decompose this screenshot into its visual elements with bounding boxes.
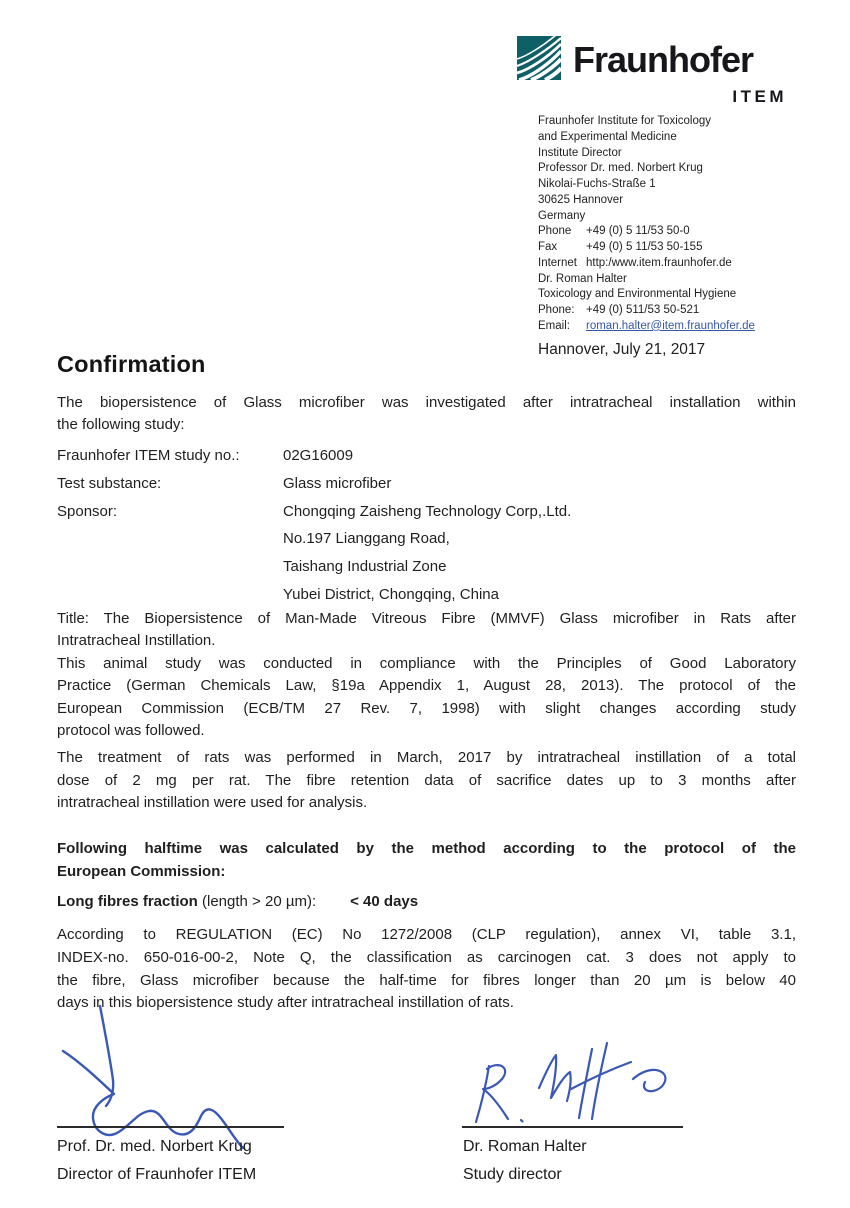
fax-label: Fax: [538, 241, 558, 253]
detail-row: [57, 558, 571, 586]
address-line: Professor Dr. med. Norbert Krug: [538, 162, 703, 175]
dateline: Hannover, July 21, 2017: [538, 341, 706, 358]
body-line: The treatment of rats was performed in March, 2017 by intratracheal instillation of a total: [57, 749, 796, 767]
body-line: Practice (German Chemicals Law, §19a Appendix 1, August 28, 2013). The protocol of the: [57, 677, 796, 695]
address-line-fax: [538, 240, 838, 256]
signature-line-left: [57, 1126, 284, 1128]
address-line: Fraunhofer Institute for Toxicology: [538, 115, 712, 127]
address-line: Nikolai-Fuchs-Straße 1: [538, 178, 656, 190]
detail-value: Chongqing Zaisheng Technology Corp,.Ltd.: [283, 502, 572, 520]
address-line-internet: [538, 256, 838, 272]
address-line: Institute Director: [538, 146, 622, 159]
glp-paragraph: [57, 653, 796, 743]
body-line: Title: The Biopersistence of Man-Made Vitreous Fibre (MMVF) Glass microfiber in Rats after: [57, 610, 796, 627]
body-line: days in this biopersistence study after intratracheal instillation of rats.: [57, 994, 514, 1012]
brand-wordmark: Fraunhofer: [573, 39, 754, 80]
fax-value: +49 (0) 5 11/53 50-155: [586, 241, 703, 253]
treatment-paragraph: [57, 747, 796, 814]
address-line-email: [538, 319, 838, 335]
fraction-value: < 40 days: [350, 893, 419, 910]
email-link[interactable]: roman.halter@item.fraunhofer.de: [586, 319, 755, 332]
detail-label: Sponsor:: [57, 502, 118, 520]
brand-division: ITEM: [732, 87, 787, 106]
body-line: intratracheal instillation were used for analysis.: [57, 794, 368, 812]
phone-label: Phone: [538, 225, 572, 238]
body-line: Intratracheal Instillation.: [57, 632, 216, 650]
detail-value: Glass microfiber: [283, 474, 392, 492]
detail-value: Yubei District, Chongqing, China: [283, 585, 499, 603]
signature-halter: [455, 1040, 690, 1135]
signatory-role: Study director: [463, 1166, 562, 1183]
internet-value: http:/www.item.fraunhofer.de: [586, 256, 732, 269]
page-title: Confirmation: [57, 351, 206, 377]
body-line: According to REGULATION (EC) No 1272/2008 (CLP regulation), annex VI, table 3.1,: [57, 926, 796, 943]
detail-value: Taishang Industrial Zone: [283, 558, 447, 576]
body-line: The biopersistence of Glass microfiber was investigated after intratracheal installation within: [57, 394, 796, 411]
detail-label: Fraunhofer ITEM study no.:: [57, 447, 240, 464]
signatory-name: Dr. Roman Halter: [463, 1138, 587, 1155]
signatory-role: Director of Fraunhofer ITEM: [57, 1166, 257, 1183]
body-line: European Commission:: [57, 862, 226, 880]
signatory-left: [57, 1133, 256, 1189]
body-line: dose of 2 mg per rat. The fibre retention data of sacrifice dates up to 3 months after: [57, 771, 796, 789]
signature-line-right: [462, 1126, 683, 1128]
body-line: the following study:: [57, 416, 185, 433]
phone2-label: Phone:: [538, 304, 575, 316]
address-line: and Experimental Medicine: [538, 130, 677, 143]
body-line: Following halftime was calculated by the method according to the protocol of the: [57, 840, 796, 857]
detail-value: 02G16009: [283, 447, 354, 464]
letterhead-address: [538, 114, 838, 335]
halftime-heading: [57, 838, 796, 883]
body-line: This animal study was conducted in compliance with the Principles of Good Laboratory: [57, 654, 796, 672]
body-line: European Commission (ECB/TM 27 Rev. 7, 1998) with slight changes according study: [57, 699, 796, 717]
title-paragraph: [57, 608, 796, 653]
email-label: Email:: [538, 319, 570, 332]
signatory-right: [463, 1133, 587, 1189]
study-details: [57, 447, 571, 614]
fraction-label-bold: Long fibres fraction: [57, 893, 198, 910]
signatory-name: Prof. Dr. med. Norbert Krug: [57, 1138, 252, 1155]
phone2-value: +49 (0) 511/53 50-521: [586, 304, 700, 316]
body-line: protocol was followed.: [57, 722, 205, 740]
intro-paragraph: [57, 392, 796, 436]
address-line-phone2: [538, 303, 838, 319]
fraction-result-line: [57, 893, 796, 910]
address-line: 30625 Hannover: [538, 193, 624, 206]
detail-row: [57, 503, 571, 531]
detail-row: [57, 447, 571, 475]
fraunhofer-logo-icon: [517, 36, 561, 80]
detail-value: No.197 Lianggang Road,: [283, 530, 450, 548]
body-line: the fibre, Glass microfiber because the half-time for fibres longer than 20 µm is below 40: [57, 971, 796, 989]
detail-row: [57, 530, 571, 558]
address-line: Dr. Roman Halter: [538, 272, 627, 285]
body-paragraphs: [57, 608, 796, 815]
body-line: INDEX-no. 650-016-00-2, Note Q, the classification as carcinogen cat. 3 does not apply to: [57, 948, 796, 966]
regulation-paragraph: [57, 924, 796, 1015]
address-line-phone: [538, 224, 838, 240]
detail-row: [57, 475, 571, 503]
signature-krug: [50, 995, 255, 1155]
internet-label: Internet: [538, 256, 577, 269]
address-line: Germany: [538, 209, 586, 222]
phone-value: +49 (0) 5 11/53 50-0: [586, 225, 690, 238]
address-line: Toxicology and Environmental Hygiene: [538, 288, 737, 301]
detail-label: Test substance:: [57, 474, 162, 492]
fraction-label-rest: (length > 20 µm):: [197, 893, 317, 910]
